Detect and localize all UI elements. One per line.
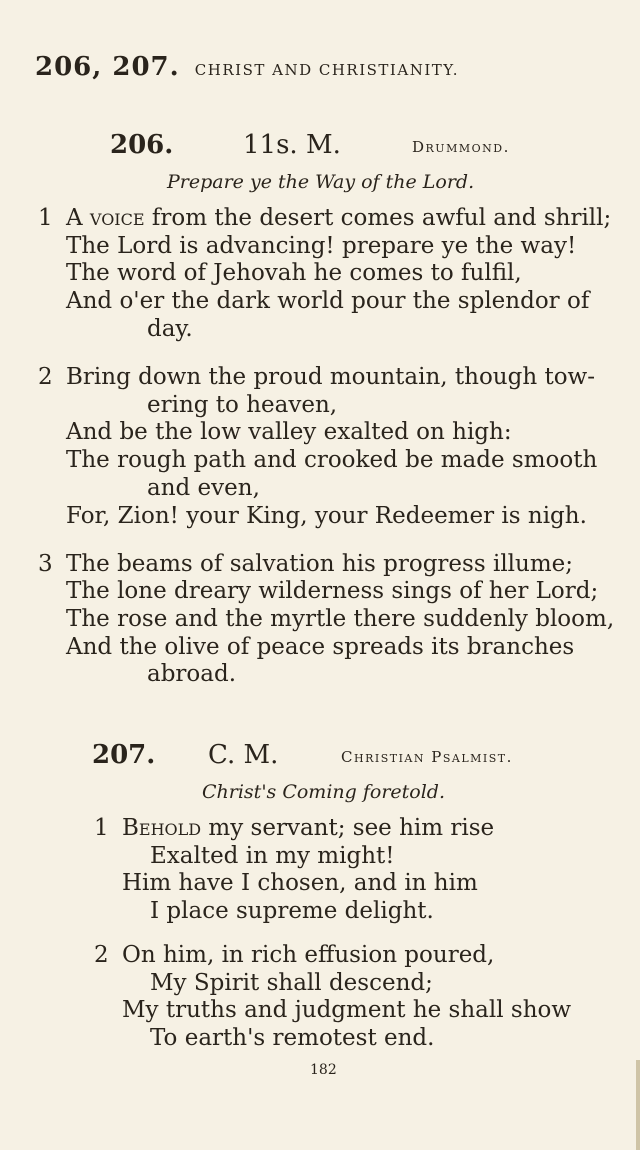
hymn-subtitle: Prepare ye the Way of the Lord.: [167, 171, 475, 193]
running-head-title: CHRIST AND CHRISTIANITY.: [194, 61, 459, 79]
verse-line: The beams of salvation his progress illume;: [66, 551, 574, 577]
verse-line: To earth's remotest end.: [150, 1025, 435, 1051]
verse-line: and even,: [147, 475, 260, 501]
hymn-meter: 11s. M.: [243, 130, 341, 160]
verse-number: 1: [38, 205, 53, 231]
verse-line: Him have I chosen, and in him: [122, 870, 478, 896]
verse-number: 2: [94, 942, 109, 968]
verse-lead-word: A voice: [66, 205, 145, 231]
verse-line: The word of Jehovah he comes to fulfil,: [66, 260, 522, 286]
verse-line: On him, in rich effusion poured,: [122, 942, 495, 968]
hymn-number: 206.: [110, 130, 174, 160]
verse-line: The rose and the myrtle there suddenly bloom,: [66, 606, 615, 632]
hymn-number: 207.: [92, 740, 156, 770]
verse-line: And be the low valley exalted on high:: [66, 419, 512, 445]
verse-number: 3: [38, 551, 53, 577]
verse-line: Bring down the proud mountain, though tow-: [66, 364, 596, 390]
verse-line: Exalted in my might!: [150, 843, 395, 869]
page-edge-shadow: [636, 1060, 640, 1150]
hymn-author: Drummond.: [412, 138, 510, 156]
hymn-subtitle: Christ's Coming foretold.: [202, 781, 445, 803]
verse-number: 1: [94, 815, 109, 841]
page-number: 182: [310, 1062, 337, 1078]
verse-number: 2: [38, 364, 53, 390]
verse-line: abroad.: [147, 661, 237, 687]
verse-line: My Spirit shall descend;: [150, 970, 433, 996]
hymn-author: Christian Psalmist.: [341, 748, 513, 766]
running-head: [35, 52, 459, 82]
running-head-numbers: 206, 207.: [35, 52, 180, 82]
verse-line: ering to heaven,: [147, 392, 338, 418]
verse-lead-word: Behold: [122, 815, 202, 841]
verse-line: I place supreme delight.: [150, 898, 434, 924]
verse-line: A voice from the desert comes awful and shrill;: [66, 205, 612, 231]
verse-line: The Lord is advancing! prepare ye the way!: [66, 233, 577, 259]
verse-line: day.: [147, 316, 193, 342]
hymn-meter: C. M.: [208, 740, 279, 770]
verse-line: And the olive of peace spreads its branches: [66, 634, 575, 660]
verse-line: The rough path and crooked be made smooth: [66, 447, 598, 473]
verse-line: The lone dreary wilderness sings of her Lord;: [66, 578, 599, 604]
verse-line: Behold my servant; see him rise: [122, 815, 495, 841]
verse-line: And o'er the dark world pour the splendor of: [66, 288, 590, 314]
verse-line: My truths and judgment he shall show: [122, 997, 572, 1023]
verse-line: For, Zion! your King, your Redeemer is nigh.: [66, 503, 587, 529]
